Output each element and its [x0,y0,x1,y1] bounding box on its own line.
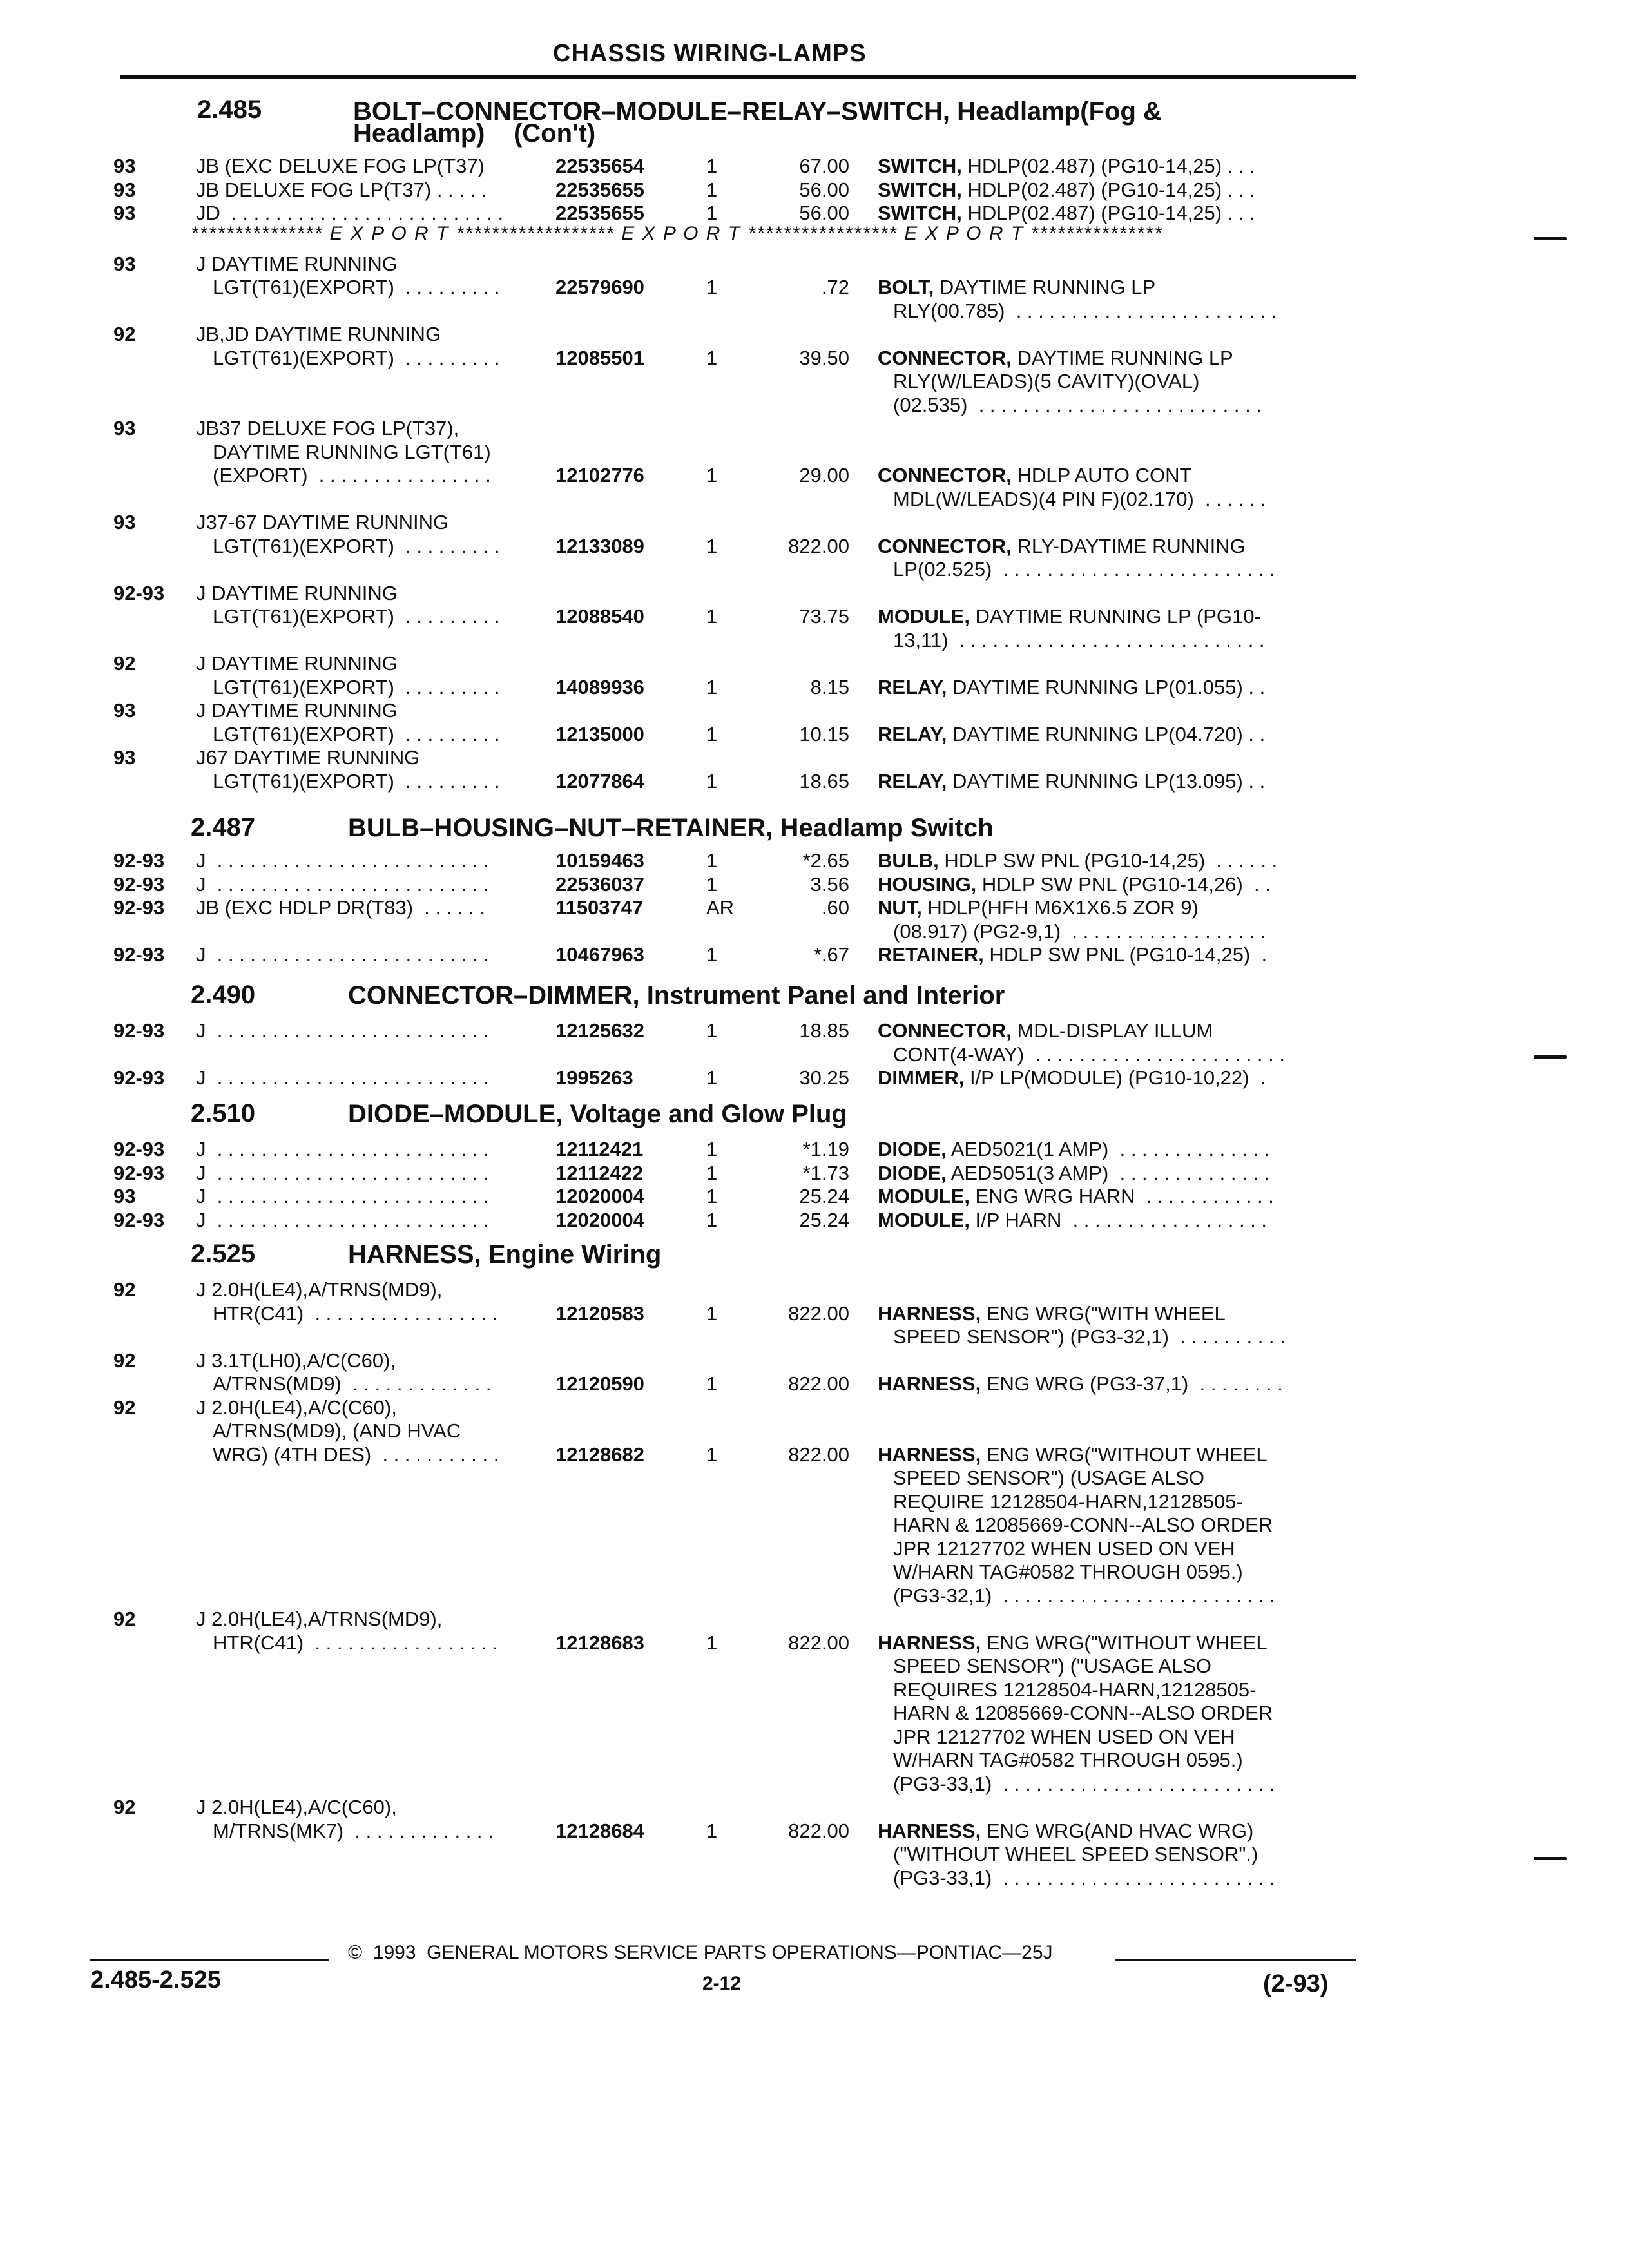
part-number: 12088540 [555,605,644,628]
price: 3.56 [810,872,849,896]
application-text: J . . . . . . . . . . . . . . . . . . . . . . . . . [196,1161,489,1184]
price: *1.19 [802,1138,849,1160]
model-year: 93 [113,155,136,177]
quantity: 1 [706,464,718,486]
part-number: 10467963 [555,943,644,966]
quantity: 1 [706,1631,718,1654]
application-text: J . . . . . . . . . . . . . . . . . . . . . . . . . [196,1138,489,1160]
description: W/HARN TAG#0582 THROUGH 0595.) [893,1749,1243,1771]
quantity: AR [706,896,735,919]
price: *1.73 [802,1161,849,1184]
section-title-2490: CONNECTOR–DIMMER, Instrument Panel and Interior [348,981,1005,1010]
price: 73.75 [799,605,849,628]
model-year: 92-93 [113,1138,165,1160]
application-text: (EXPORT) . . . . . . . . . . . . . . . . [213,464,491,486]
price: 56.00 [799,178,849,201]
description: HARNESS, ENG WRG (PG3-37,1) . . . . . . . . [878,1372,1283,1395]
part-number: 12128684 [555,1819,644,1842]
application-text: M/TRNS(MK7) . . . . . . . . . . . . . [213,1819,494,1842]
price: 822.00 [788,1631,849,1654]
margin-mark [1534,1857,1567,1860]
application-text: A/TRNS(MD9) . . . . . . . . . . . . . [213,1372,492,1395]
price: 8.15 [810,675,849,698]
section-title-2487: BULB–HOUSING–NUT–RETAINER, Headlamp Switch [348,814,994,842]
quantity: 1 [706,769,718,793]
quantity: 1 [706,1372,718,1395]
margin-mark [1534,237,1567,240]
model-year: 93 [113,1185,136,1207]
model-year: 93 [113,417,136,439]
application-text: JB (EXC HDLP DR(T83) . . . . . . [196,896,486,919]
application-text: J DAYTIME RUNNING [196,252,398,275]
price: 18.65 [799,769,849,793]
application-text: JB DELUXE FOG LP(T37) . . . . . [196,178,487,201]
section-title-2485-line1: BOLT–CONNECTOR–MODULE–RELAY–SWITCH, Headlamp(Fog & [353,97,1162,126]
model-year: 93 [113,699,136,722]
price: 67.00 [799,155,849,177]
section-number-2485: 2.485 [197,95,262,124]
application-text: WRG) (4TH DES) . . . . . . . . . . . [213,1443,499,1466]
page-number: 2-12 [702,1973,742,1994]
model-year: 92-93 [113,1066,165,1089]
description: HARNESS, ENG WRG("WITHOUT WHEEL [878,1443,1268,1466]
margin-mark [1534,1055,1567,1059]
application-text: JB37 DELUXE FOG LP(T37), [196,417,459,439]
quantity: 1 [706,1161,718,1184]
description: RLY(W/LEADS)(5 CAVITY)(OVAL) [893,370,1200,392]
part-number: 11503747 [555,896,644,919]
description: (08.917) (PG2-9,1) . . . . . . . . . . . . . . . . . . [893,919,1266,943]
part-number: 12133089 [555,534,644,557]
description: HOUSING, HDLP SW PNL (PG10-14,26) . . [878,872,1271,896]
part-number: 12125632 [555,1019,644,1042]
application-text: J . . . . . . . . . . . . . . . . . . . . . . . . . [196,1066,489,1089]
quantity: 1 [706,202,718,224]
section-range: 2.485-2.525 [90,1966,221,1994]
section-title-2525: HARNESS, Engine Wiring [348,1240,662,1269]
description: ("WITHOUT WHEEL SPEED SENSOR".) [893,1843,1258,1865]
price: *2.65 [802,849,849,872]
description: SPEED SENSOR") (PG3-32,1) . . . . . . . . . . [893,1325,1286,1348]
quantity: 1 [706,943,718,966]
model-year: 92 [113,1396,136,1419]
quantity: 1 [706,155,718,177]
application-text: LGT(T61)(EXPORT) . . . . . . . . . [213,346,500,369]
model-year: 92-93 [113,872,165,896]
page-title: CHASSIS WIRING-LAMPS [553,40,867,67]
application-text: J37-67 DAYTIME RUNNING [196,511,449,533]
description: CONT(4-WAY) . . . . . . . . . . . . . . . . . . . . . . . [893,1043,1285,1066]
part-number: 12085501 [555,346,644,369]
price: 29.00 [799,464,849,486]
section-title-2510: DIODE–MODULE, Voltage and Glow Plug [348,1100,847,1128]
part-number: 12135000 [555,722,644,745]
description: (PG3-32,1) . . . . . . . . . . . . . . . . . . . . . . . . . [893,1584,1275,1607]
part-number: 12077864 [555,769,644,793]
description: BOLT, DAYTIME RUNNING LP [878,276,1156,298]
application-text: J . . . . . . . . . . . . . . . . . . . . . . . . . [196,849,489,872]
application-text: J DAYTIME RUNNING [196,699,398,722]
quantity: 1 [706,1066,718,1089]
part-number: 1995263 [555,1066,633,1089]
quantity: 1 [706,849,718,872]
revision-date: (2-93) [1263,1970,1329,1997]
application-text: LGT(T61)(EXPORT) . . . . . . . . . [213,605,500,628]
model-year: 92 [113,1796,136,1818]
description: RELAY, DAYTIME RUNNING LP(01.055) . . [878,675,1266,698]
part-number: 12112422 [555,1161,644,1184]
model-year: 92 [113,1349,136,1372]
application-text: LGT(T61)(EXPORT) . . . . . . . . . [213,722,500,745]
application-text: J 2.0H(LE4),A/C(C60), [196,1796,397,1818]
application-text: JB (EXC DELUXE FOG LP(T37) [196,155,485,177]
price: 822.00 [788,1819,849,1842]
description: MODULE, DAYTIME RUNNING LP (PG10- [878,605,1261,628]
quantity: 1 [706,1208,718,1231]
model-year: 92-93 [113,1208,165,1231]
description: DIODE, AED5021(1 AMP) . . . . . . . . . . . . . . [878,1138,1270,1160]
application-text: J 2.0H(LE4),A/TRNS(MD9), [196,1278,443,1301]
description: MDL(W/LEADS)(4 PIN F)(02.170) . . . . . . [893,487,1266,510]
application-text: J . . . . . . . . . . . . . . . . . . . . . . . . . [196,872,489,896]
price: 30.25 [799,1066,849,1089]
description: MODULE, ENG WRG HARN . . . . . . . . . . . . [878,1185,1274,1207]
quantity: 1 [706,346,718,369]
quantity: 1 [706,675,718,698]
model-year: 92 [113,1278,136,1301]
application-text: LGT(T61)(EXPORT) . . . . . . . . . [213,675,500,698]
price: *.67 [813,943,849,966]
price: 822.00 [788,1302,849,1325]
description: REQUIRE 12128504-HARN,12128505- [893,1490,1243,1513]
application-text: J . . . . . . . . . . . . . . . . . . . . . . . . . [196,943,489,966]
description: RETAINER, HDLP SW PNL (PG10-14,25) . [878,943,1268,966]
price: 25.24 [799,1208,849,1231]
application-text: HTR(C41) . . . . . . . . . . . . . . . . . [213,1631,498,1654]
application-text: JB,JD DAYTIME RUNNING [196,323,441,345]
model-year: 92 [113,323,136,345]
application-text: J . . . . . . . . . . . . . . . . . . . . . . . . . [196,1208,489,1231]
price: 822.00 [788,1372,849,1395]
model-year: 92 [113,652,136,675]
description: W/HARN TAG#0582 THROUGH 0595.) [893,1561,1243,1583]
description: DIMMER, I/P LP(MODULE) (PG10-10,22) . [878,1066,1266,1089]
model-year: 93 [113,511,136,533]
model-year: 93 [113,746,136,769]
price: 39.50 [799,346,849,369]
price: .60 [821,896,849,919]
quantity: 1 [706,178,718,201]
price: 56.00 [799,202,849,224]
model-year: 92-93 [113,896,165,919]
description: CONNECTOR, HDLP AUTO CONT [878,464,1192,486]
description: (PG3-33,1) . . . . . . . . . . . . . . . . . . . . . . . . . [893,1772,1275,1795]
copyright-notice: © 1993 GENERAL MOTORS SERVICE PARTS OPERATIONS—PONTIAC—25J [348,1942,1053,1963]
application-text: LGT(T61)(EXPORT) . . . . . . . . . [213,534,500,557]
model-year: 92-93 [113,943,165,966]
description: (PG3-33,1) . . . . . . . . . . . . . . . . . . . . . . . . . [893,1866,1275,1889]
quantity: 1 [706,1443,718,1466]
part-number: 22536037 [555,872,644,896]
description: (02.535) . . . . . . . . . . . . . . . . . . . . . . . . . . [893,393,1262,416]
application-text: J 3.1T(LH0),A/C(C60), [196,1349,396,1372]
model-year: 92 [113,1608,136,1630]
description: BULB, HDLP SW PNL (PG10-14,25) . . . . . . [878,849,1278,872]
quantity: 1 [706,276,718,298]
footer-rule-right [1115,1959,1356,1961]
model-year: 92-93 [113,849,165,872]
section-number-2490: 2.490 [191,981,256,1009]
description: HARNESS, ENG WRG("WITH WHEEL [878,1302,1226,1325]
part-number: 22535655 [555,202,644,224]
application-text: LGT(T61)(EXPORT) . . . . . . . . . [213,769,500,793]
application-text: J . . . . . . . . . . . . . . . . . . . . . . . . . [196,1019,489,1042]
quantity: 1 [706,1302,718,1325]
description: HARN & 12085669-CONN--ALSO ORDER [893,1514,1273,1536]
description: HARNESS, ENG WRG("WITHOUT WHEEL [878,1631,1268,1654]
section-number-2510: 2.510 [191,1099,256,1128]
description: SPEED SENSOR") ("USAGE ALSO [893,1655,1212,1677]
quantity: 1 [706,605,718,628]
section-number-2525: 2.525 [191,1240,256,1268]
description: 13,11) . . . . . . . . . . . . . . . . . . . . . . . . . . . . [893,628,1265,651]
description: CONNECTOR, RLY-DAYTIME RUNNING [878,534,1246,557]
part-number: 12112421 [555,1138,644,1160]
part-number: 12128683 [555,1631,644,1654]
model-year: 92-93 [113,581,165,604]
application-text: J DAYTIME RUNNING [196,581,398,604]
header-rule [120,75,1356,79]
description: RLY(00.785) . . . . . . . . . . . . . . . . . . . . . . . . [893,299,1277,322]
description: HARN & 12085669-CONN--ALSO ORDER [893,1702,1273,1724]
application-text: J . . . . . . . . . . . . . . . . . . . . . . . . . [196,1185,489,1207]
quantity: 1 [706,1819,718,1842]
application-text: J DAYTIME RUNNING [196,652,398,675]
quantity: 1 [706,1138,718,1160]
part-number: 12020004 [555,1185,644,1207]
application-text: LGT(T61)(EXPORT) . . . . . . . . . [213,276,500,298]
part-number: 10159463 [555,849,644,872]
description: SPEED SENSOR") (USAGE ALSO [893,1466,1205,1489]
footer-rule-left [90,1959,329,1961]
application-text: J 2.0H(LE4),A/TRNS(MD9), [196,1608,443,1630]
description: RELAY, DAYTIME RUNNING LP(04.720) . . [878,722,1266,745]
price: .72 [821,276,849,298]
price: 822.00 [788,534,849,557]
model-year: 93 [113,178,136,201]
model-year: 92-93 [113,1161,165,1184]
section-number-2487: 2.487 [191,813,256,841]
description: SWITCH, HDLP(02.487) (PG10-14,25) . . . [878,155,1255,177]
model-year: 93 [113,202,136,224]
quantity: 1 [706,1019,718,1042]
part-number: 12102776 [555,464,644,486]
description: HARNESS, ENG WRG(AND HVAC WRG) [878,1819,1254,1842]
application-text: J67 DAYTIME RUNNING [196,746,420,769]
part-number: 22535654 [555,155,644,177]
description: LP(02.525) . . . . . . . . . . . . . . . . . . . . . . . . . [893,558,1275,581]
price: 10.15 [799,722,849,745]
application-text: A/TRNS(MD9), (AND HVAC [213,1419,461,1442]
part-number: 12120583 [555,1302,644,1325]
part-number: 12120590 [555,1372,644,1395]
quantity: 1 [706,872,718,896]
description: REQUIRES 12128504-HARN,12128505- [893,1678,1257,1701]
application-text: J 2.0H(LE4),A/C(C60), [196,1396,397,1419]
description: RELAY, DAYTIME RUNNING LP(13.095) . . [878,769,1266,793]
description: CONNECTOR, MDL-DISPLAY ILLUM [878,1019,1213,1042]
description: NUT, HDLP(HFH M6X1X6.5 ZOR 9) [878,896,1199,919]
description: SWITCH, HDLP(02.487) (PG10-14,25) . . . [878,178,1255,201]
quantity: 1 [706,534,718,557]
section-title-2485-line2: Headlamp) (Con't) [353,119,596,148]
quantity: 1 [706,722,718,745]
part-number: 14089936 [555,675,644,698]
application-text: JD . . . . . . . . . . . . . . . . . . . . . . . . . [196,202,504,224]
price: 822.00 [788,1443,849,1466]
part-number: 12020004 [555,1208,644,1231]
price: 25.24 [799,1185,849,1207]
description: CONNECTOR, DAYTIME RUNNING LP [878,346,1233,369]
description: DIODE, AED5051(3 AMP) . . . . . . . . . . . . . . [878,1161,1270,1184]
part-number: 22579690 [555,276,644,298]
application-text: HTR(C41) . . . . . . . . . . . . . . . . . [213,1302,498,1325]
quantity: 1 [706,1185,718,1207]
model-year: 93 [113,252,136,275]
model-year: 92-93 [113,1019,165,1042]
part-number: 22535655 [555,178,644,201]
price: 18.85 [799,1019,849,1042]
description: JPR 12127702 WHEN USED ON VEH [893,1725,1235,1748]
description: JPR 12127702 WHEN USED ON VEH [893,1537,1235,1560]
export-divider: *************** E X P O R T ****************** E X P O R T ***************** E X P O R T *************** [191,223,1163,244]
application-text: DAYTIME RUNNING LGT(T61) [213,440,491,463]
part-number: 12128682 [555,1443,644,1466]
description: MODULE, I/P HARN . . . . . . . . . . . . . . . . . . [878,1208,1268,1231]
description: SWITCH, HDLP(02.487) (PG10-14,25) . . . [878,202,1255,224]
